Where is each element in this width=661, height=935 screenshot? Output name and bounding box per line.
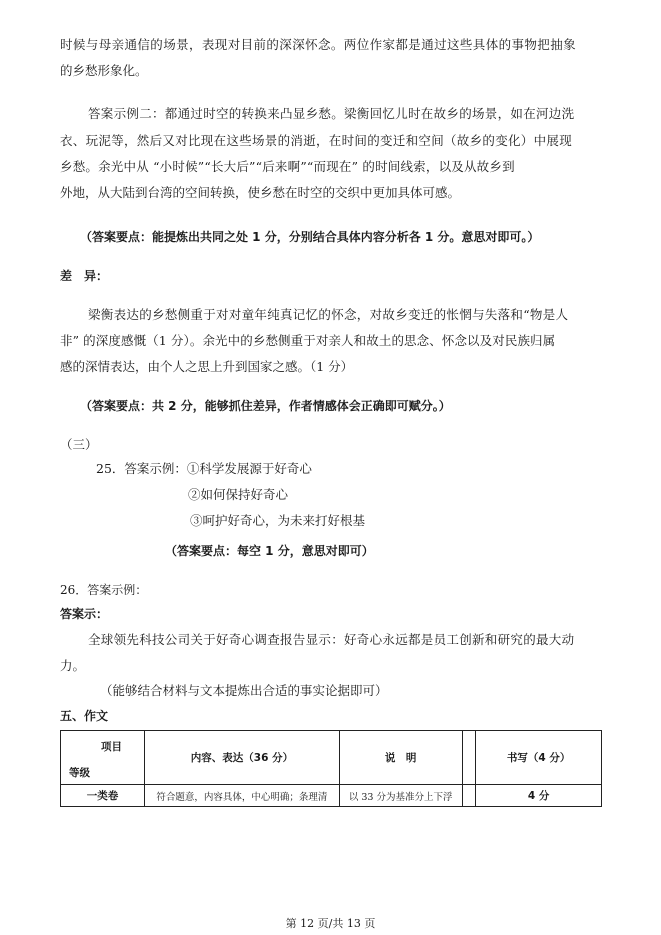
row1-note: 以 33 分为基准分上下浮 — [339, 785, 462, 807]
table-corner-cell — [61, 731, 145, 785]
q26-heading: 26．答案示例： — [60, 583, 148, 597]
note-3: （答案要点：每空 1 分，意思对即可） — [165, 544, 374, 558]
difference-heading: 差 异： — [60, 269, 109, 283]
q25-line3: ③呵护好奇心，为未来打好根基 — [190, 513, 366, 528]
para4-line1: 全球领先科技公司关于好奇心调查报告显示：好奇心永远都是员工创新和研究的最大动 — [88, 632, 575, 647]
para2-line2: 衣、玩泥等，然后又对比现在这些场景的消逝，在时间的变迁和空间（故乡的变化）中展现 — [60, 133, 573, 148]
q25-line2: ②如何保持好奇心 — [188, 487, 289, 502]
page-footer: 第 12 页/共 13 页 — [285, 917, 376, 930]
para1-line2: 的乡愁形象化。 — [60, 63, 148, 78]
q25-line1: 25．答案示例：①科学发展源于好奇心 — [96, 461, 312, 476]
para2-line1: 答案示例二：都通过时空的转换来凸显乡愁。梁衡回忆儿时在故乡的场景，如在河边洗 — [88, 106, 575, 121]
para3-line1: 梁衡表达的乡愁侧重于对对童年纯真记忆的怀念，对故乡变迁的怅惘与失落和“物是人 — [88, 307, 569, 322]
note-1: （答案要点：能提炼出共同之处 1 分，分别结合具体内容分析各 1 分。意思对即可。） — [80, 230, 540, 244]
para3-line3: 感的深情表达，由个人之思上升到国家之感。（1 分） — [60, 359, 354, 374]
answer-label: 答案示： — [60, 607, 109, 621]
spacer-cell — [462, 731, 476, 785]
col-content-header: 内容、表达（36 分） — [145, 731, 340, 785]
para1-line1: 时候与母亲通信的场景，表现对目前的深深怀念。两位作家都是通过这些具体的事物把抽象 — [60, 37, 577, 52]
note-4: （能够结合材料与文本提炼出合适的事实论据即可） — [100, 683, 388, 698]
para4-line2: 力。 — [60, 658, 86, 673]
col-note-header: 说 明 — [339, 731, 462, 785]
row1-spacer — [462, 785, 476, 807]
grading-table — [60, 730, 602, 807]
row1-content: 符合题意，内容具体，中心明确；条理清 — [145, 785, 340, 807]
row1-grade: 一类卷 — [61, 785, 145, 807]
row1-writing: 4 分 — [476, 785, 602, 807]
corner-top-label: 项目 — [101, 741, 122, 753]
col-writing-header: 书写（4 分） — [476, 731, 602, 785]
note-2: （答案要点：共 2 分，能够抓住差异，作者情感体会正确即可赋分。） — [80, 399, 451, 413]
para2-line4: 外地，从大陆到台湾的空间转换，使乡愁在时空的交织中更加具体可感。 — [60, 185, 461, 200]
section-3-heading: （三） — [60, 437, 98, 452]
corner-bottom-label: 等级 — [69, 767, 90, 779]
section-5-heading: 五、作文 — [60, 709, 109, 723]
para3-line2: 非” 的深度感慨（1 分）。余光中的乡愁侧重于对亲人和故土的思念、怀念以及对民族归属 — [60, 333, 556, 348]
para2-line3: 乡愁。余光中从 “小时候”“长大后”“后来啊”“而现在” 的时间线索，以及从故乡到 — [60, 159, 515, 174]
